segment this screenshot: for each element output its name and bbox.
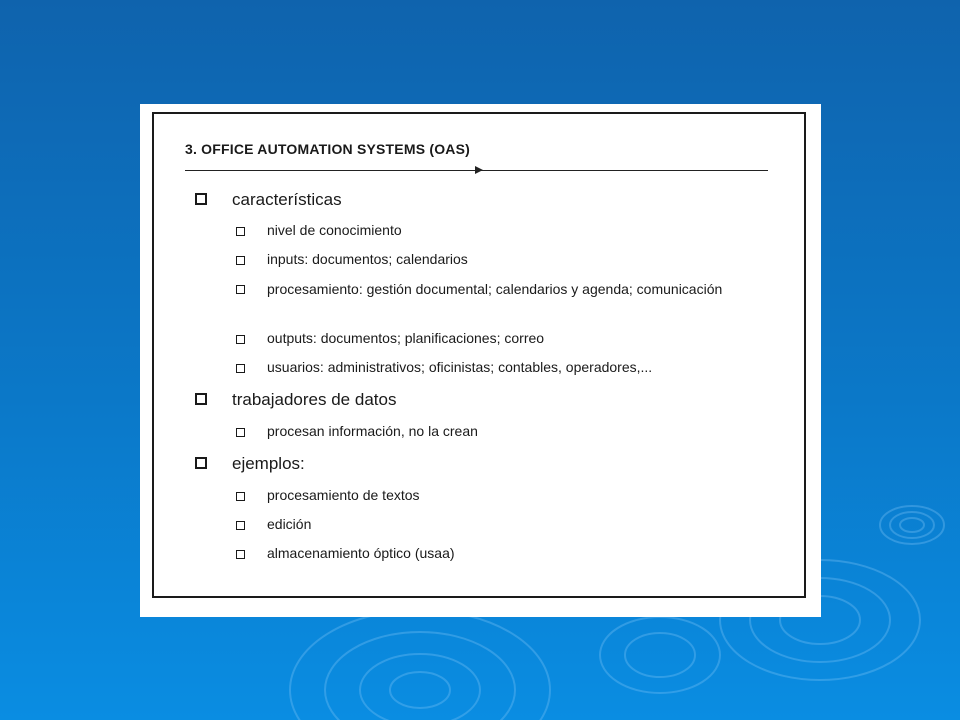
checkbox-bullet-icon: [236, 285, 245, 294]
checkbox-bullet-icon: [195, 393, 207, 405]
checkbox-bullet-icon: [236, 335, 245, 344]
checkbox-bullet-icon: [195, 457, 207, 469]
checkbox-bullet-icon: [236, 550, 245, 559]
document-frame: [152, 112, 806, 598]
arrow-marker-icon: [475, 166, 483, 174]
list-item: inputs: documentos; calendarios: [267, 251, 468, 267]
list-item: almacenamiento óptico (usaa): [267, 545, 455, 561]
document-page: [140, 104, 821, 617]
list-item: procesamiento: gestión documental; calendarios y agenda; comunicación: [267, 281, 723, 297]
page-title: 3. OFFICE AUTOMATION SYSTEMS (OAS): [185, 141, 470, 157]
list-item: edición: [267, 516, 312, 532]
list-item: procesan información, no la crean: [267, 423, 478, 439]
section-label: características: [232, 190, 342, 209]
section-label: trabajadores de datos: [232, 390, 397, 409]
list-item: procesamiento de textos: [267, 487, 420, 503]
checkbox-bullet-icon: [195, 193, 207, 205]
list-item: usuarios: administrativos; oficinistas; contables, operadores,...: [267, 359, 653, 375]
checkbox-bullet-icon: [236, 521, 245, 530]
list-item: outputs: documentos; planificaciones; correo: [267, 330, 545, 346]
section-label: ejemplos:: [232, 454, 305, 473]
list-item: nivel de conocimiento: [267, 222, 402, 238]
checkbox-bullet-icon: [236, 364, 245, 373]
checkbox-bullet-icon: [236, 428, 245, 437]
checkbox-bullet-icon: [236, 492, 245, 501]
checkbox-bullet-icon: [236, 227, 245, 236]
checkbox-bullet-icon: [236, 256, 245, 265]
